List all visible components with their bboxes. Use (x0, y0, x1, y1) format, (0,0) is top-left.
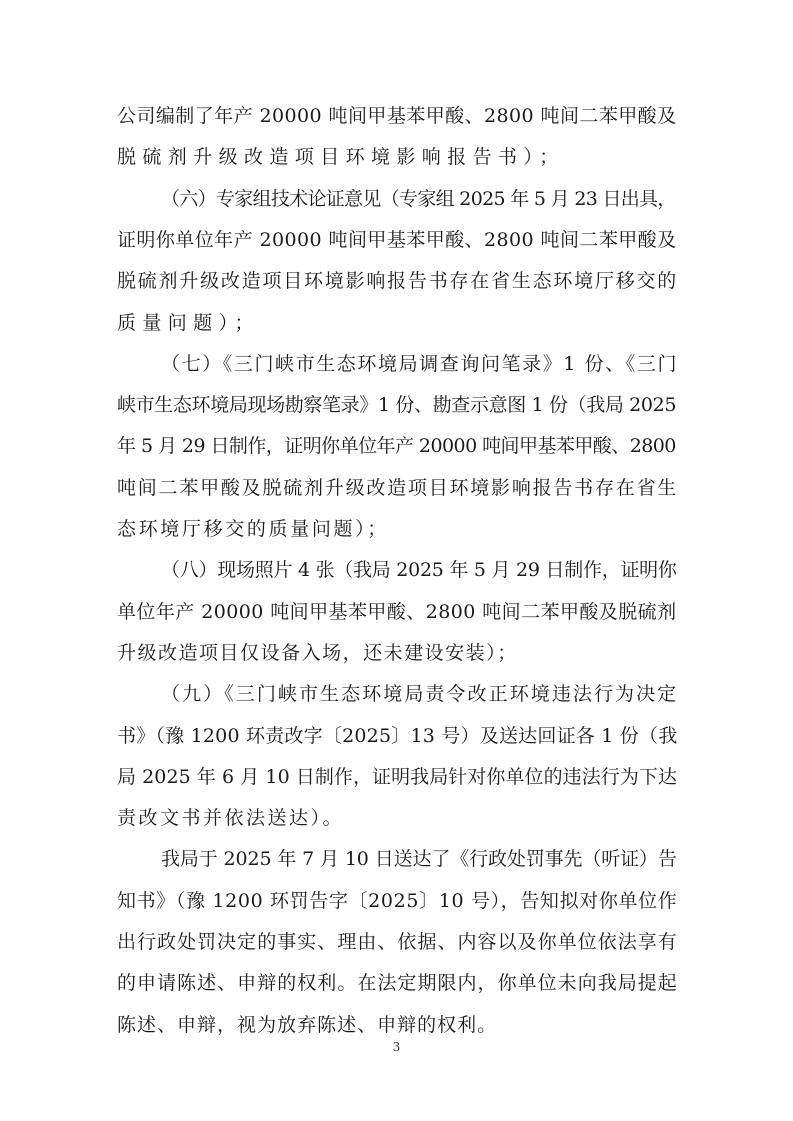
text-line: （九）《三门峡市生态环境局责令改正环境违法行为决定 (161, 683, 679, 705)
text-line: 年 5 月 29 日制作，证明你单位年产 20000 吨间甲基苯甲酸、2800 (117, 435, 676, 457)
text-line: 质量问题）； (117, 312, 260, 334)
text-line: 峡市生态环境局现场勘察笔录》1 份、勘查示意图 1 份（我局 2025 (117, 394, 677, 416)
text-line: 的申请陈述、申辩的权利。在法定期限内，你单位未向我局提起 (117, 972, 678, 994)
text-line: 证明你单位年产 20000 吨间甲基苯甲酸、2800 吨间二苯甲酸及 (117, 229, 677, 251)
text-line: 吨间二苯甲酸及脱硫剂升级改造项目环境影响报告书存在省生 (117, 477, 679, 499)
text-line: （八）现场照片 4 张（我局 2025 年 5 月 29 日制作，证明你 (161, 559, 677, 581)
text-line: 我局于 2025 年 7 月 10 日送达了《行政处罚事先（听证）告 (161, 848, 677, 870)
text-line: （七）《三门峡市生态环境局调查询问笔录》1 份、《三门 (161, 353, 679, 375)
text-line: 责改文书并依法送达）。 (117, 807, 345, 829)
text-line: 局 2025 年 6 月 10 日制作，证明我局针对你单位的违法行为下达 (117, 766, 678, 788)
text-line: 出行政处罚决定的事实、理由、依据、内容以及你单位依法享有 (117, 931, 678, 953)
text-line: 知书》（豫 1200 环罚告字〔2025〕10 号），告知拟对你单位作 (117, 890, 678, 912)
text-line: 脱硫剂升级改造项目环境影响报告书）； (117, 146, 565, 168)
text-line: 单位年产 20000 吨间甲基苯甲酸、2800 吨间二苯甲酸及脱硫剂 (117, 601, 677, 623)
text-line: 书》（豫 1200 环责改字〔2025〕13 号）及送达回证各 1 份（我 (117, 725, 678, 747)
text-line: 脱硫剂升级改造项目环境影响报告书存在省生态环境厅移交的 (117, 270, 679, 292)
text-line: 陈述、申辩，视为放弃陈述、申辩的权利。 (117, 1014, 498, 1036)
text-line: 公司编制了年产 20000 吨间甲基苯甲酸、2800 吨间二苯甲酸及 (117, 105, 677, 127)
text-line: （六）专家组技术论证意见（专家组 2025 年 5 月 23 日出具， (161, 188, 676, 210)
text-line: 升级改造项目仅设备入场，还未建设安装）； (117, 642, 518, 664)
text-line: 态环境厅移交的质量问题）； (117, 518, 389, 540)
page-number: 3 (392, 1040, 401, 1054)
